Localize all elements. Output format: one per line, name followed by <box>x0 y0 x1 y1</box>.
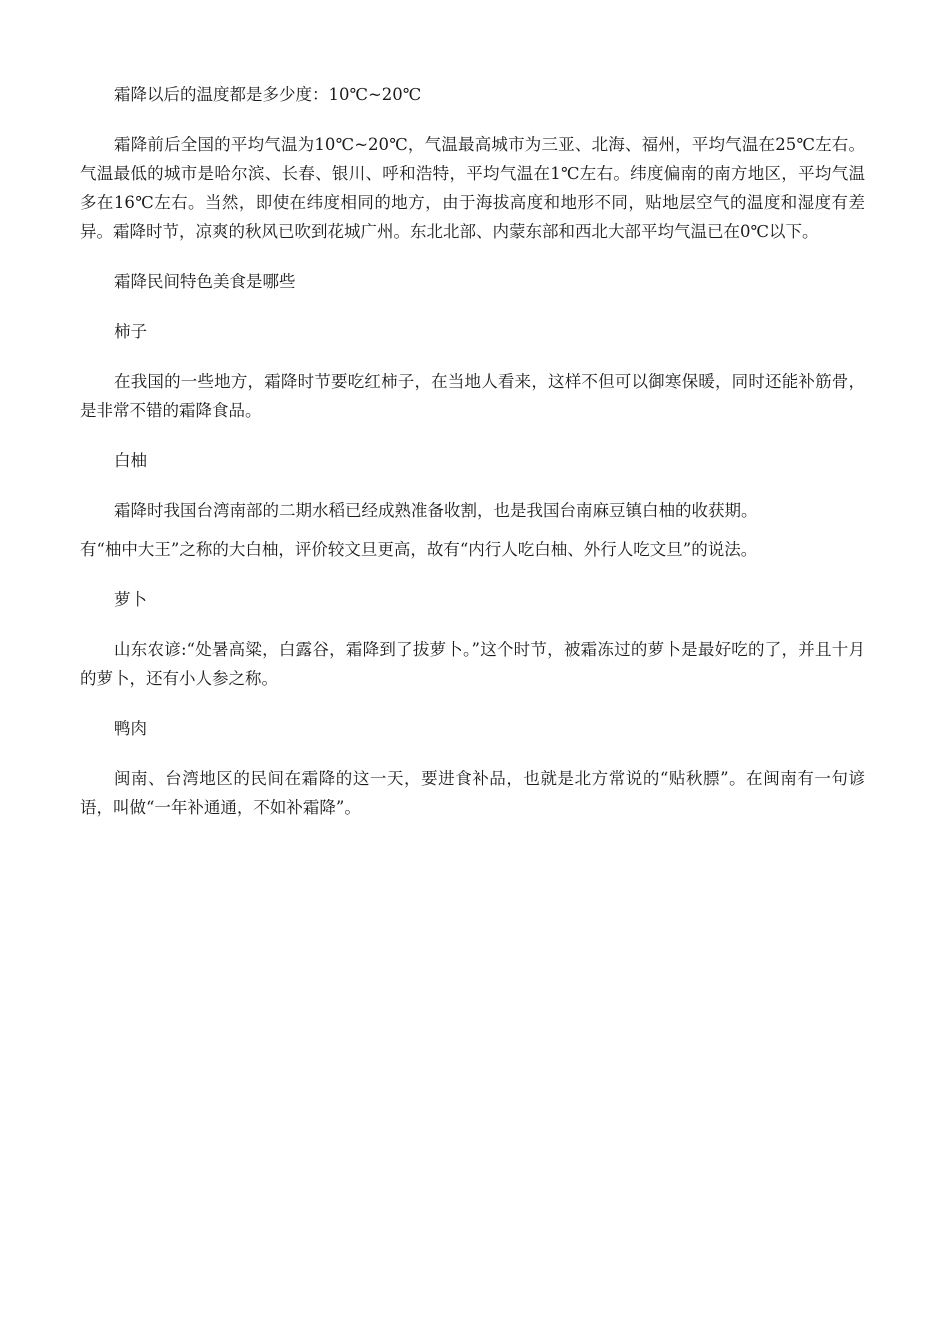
temperature-paragraph: 霜降前后全国的平均气温为10℃~20℃，气温最高城市为三亚、北海、福州，平均气温在25℃左右。气温最低的城市是哈尔滨、长春、银川、呼和浩特，平均气温在1℃左右。纬度偏南的南方地区，平均气温多在16℃左右。当然，即使在纬度相同的地方，由于海拔高度和地形不同，贴地层空气的温度和湿度有差异。霜降时节，凉爽的秋风已吹到花城广州。东北北部、内蒙东部和西北大部平均气温已在0℃以下。 <box>80 135 865 241</box>
persimmon-heading: 柿子 <box>114 322 147 341</box>
persimmon-paragraph: 在我国的一些地方，霜降时节要吃红柿子，在当地人看来，这样不但可以御寒保暖，同时还能补筋骨，是非常不错的霜降食品。 <box>80 372 865 420</box>
pomelo-paragraph-first: 霜降时我国台湾南部的二期水稻已经成熟准备收割，也是我国台南麻豆镇白柚的收获期。 <box>114 501 758 520</box>
document-page <box>80 80 865 843</box>
duck-paragraph: 闽南、台湾地区的民间在霜降的这一天，要进食补品，也就是北方常说的“贴秋膘”。在闽南有一句谚语，叫做“一年补通通，不如补霜降”。 <box>80 769 865 817</box>
pomelo-paragraph-second: 有“柚中大王”之称的大白柚，评价较文旦更高，故有“内行人吃白柚、外行人吃文旦”的说法。 <box>80 540 758 559</box>
pomelo-heading: 白柚 <box>114 451 147 470</box>
food-section-heading: 霜降民间特色美食是哪些 <box>114 272 296 291</box>
radish-paragraph: 山东农谚:“处暑高粱，白露谷，霜降到了拔萝卜。”这个时节，被霜冻过的萝卜是最好吃的了，并且十月的萝卜，还有小人参之称。 <box>80 640 865 688</box>
radish-heading: 萝卜 <box>114 590 147 609</box>
temperature-heading: 霜降以后的温度都是多少度：10℃~20℃ <box>114 85 422 104</box>
duck-heading: 鸭肉 <box>114 719 147 738</box>
